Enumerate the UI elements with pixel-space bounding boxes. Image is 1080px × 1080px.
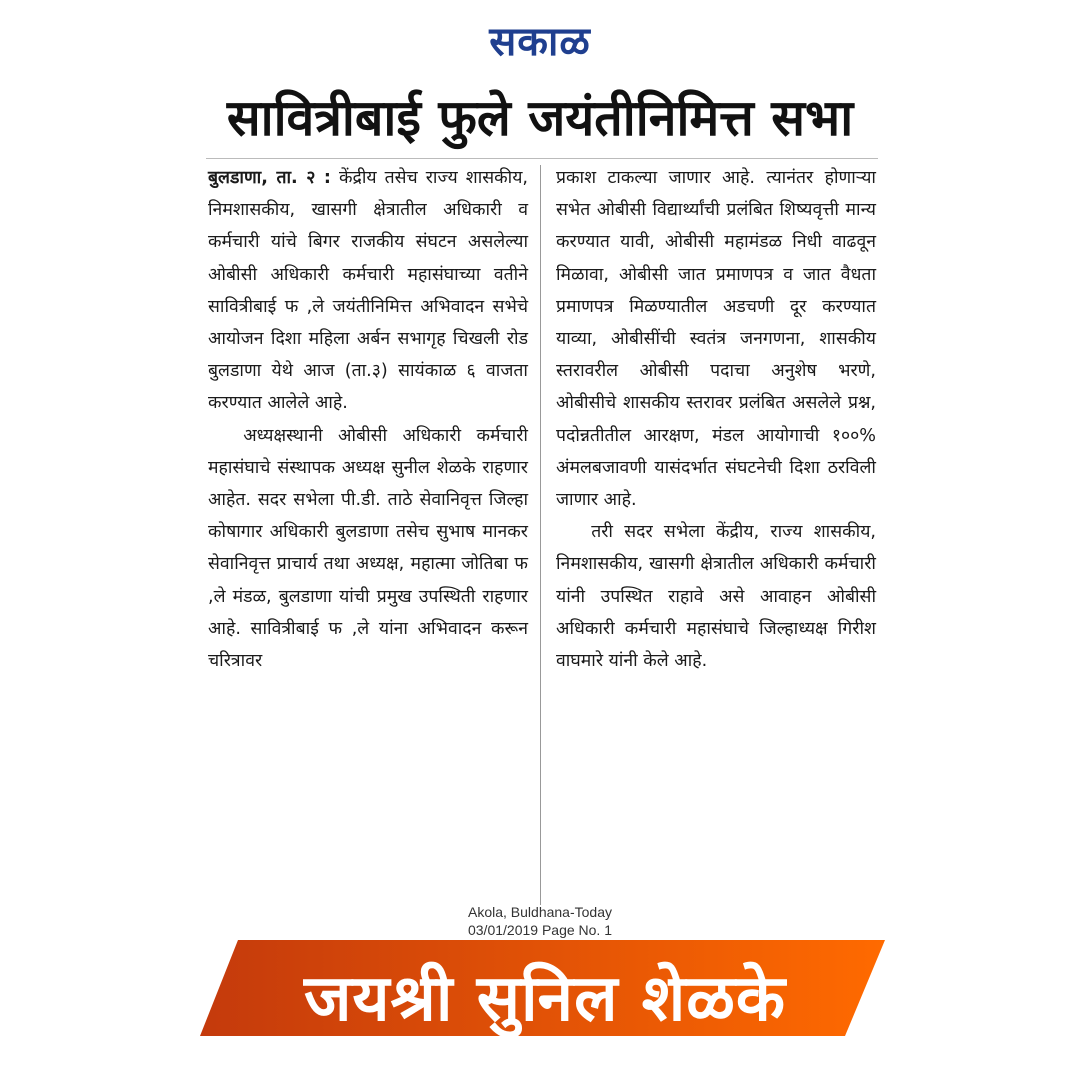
source-date-page: 03/01/2019 Page No. 1 xyxy=(467,922,612,938)
article-paragraph: तरी सदर सभेला केंद्रीय, राज्य शासकीय, निमशासकीय, खासगी क्षेत्रातील अधिकारी कर्मचारी यांनी उपस्थित राहावे असे आवाहन ओबीसी अधिकारी कर्मचारी महासंघाचे जिल्हाध्यक्ष गिरीश वाघमारे यांनी केले आहे. xyxy=(556,522,876,672)
article-column-left xyxy=(208,162,528,677)
dateline: बुलडाणा, ता. २ : xyxy=(208,168,331,188)
article-paragraph: अध्यक्षस्थानी ओबीसी अधिकारी कर्मचारी महासंघाचे संस्थापक अध्यक्ष सुनील शेळके राहणार आहेत. सदर सभेला पी.डी. ताठे सेवानिवृत्त जिल्हा कोषागार अधिकारी बुलडाणा तसेच सुभाष मानकर सेवानिवृत्त प्राचार्य तथा अध्यक्ष, महात्मा जोतिबा फ ,ले मंडळ, बुलडाणा यांची प्रमुख उपस्थिती राहणार आहे. सावित्रीबाई फ ,ले यांना अभिवादन करून चरित्रावर xyxy=(208,425,528,672)
article-paragraph xyxy=(208,162,528,420)
source-edition: Akola, Buldhana-Today xyxy=(468,904,612,920)
column-divider xyxy=(540,165,541,905)
paragraph-text: केंद्रीय तसेच राज्य शासकीय, निमशासकीय, खासगी क्षेत्रातील अधिकारी व कर्मचारी यांचे बिगर राजकीय संघटन असलेल्या ओबीसी अधिकारी कर्मचारी महासंघाच्या वतीने सावित्रीबाई फ ,ले जयंतीनिमित्त अभिवादन सभेचे आयोजन दिशा महिला अर्बन सभागृह चिखली रोड बुलडाणा येथे आज (ता.३) सायंकाळ ६ वाजता करण्यात आलेले आहे. xyxy=(208,168,529,414)
article-paragraph: प्रकाश टाकल्या जाणार आहे. त्यानंतर होणाऱ्या सभेत ओबीसी विद्यार्थ्यांची प्रलंबित शिष्यवृत्ती मान्य करण्यात यावी, ओबीसी महामंडळ निधी वाढवून मिळावा, ओबीसी जात प्रमाणपत्र व जात वैधता प्रमाणपत्र मिळण्यातील अडचणी दूर करण्यात याव्या, ओबीसींची स्वतंत्र जनगणना, शासकीय स्तरावरील ओबीसी पदाचा अनुशेष भरणे, ओबीसीचे शासकीय स्तरावर प्रलंबित असलेले प्रश्न, पदोन्नतीतील आरक्षण, मंडल आयोगाची १००% अंमलबजावणी यासंदर्भात संघटनेची दिशा ठरविली जाणार आहे. xyxy=(556,168,876,511)
banner-name: जयश्री सुनिल शेळके xyxy=(303,961,787,1036)
newspaper-masthead: सकाळ xyxy=(489,18,591,65)
article-headline: सावित्रीबाई फुले जयंतीनिमित्त सभा xyxy=(226,89,854,147)
article-column-right xyxy=(556,162,876,677)
headline-rule xyxy=(206,158,878,159)
